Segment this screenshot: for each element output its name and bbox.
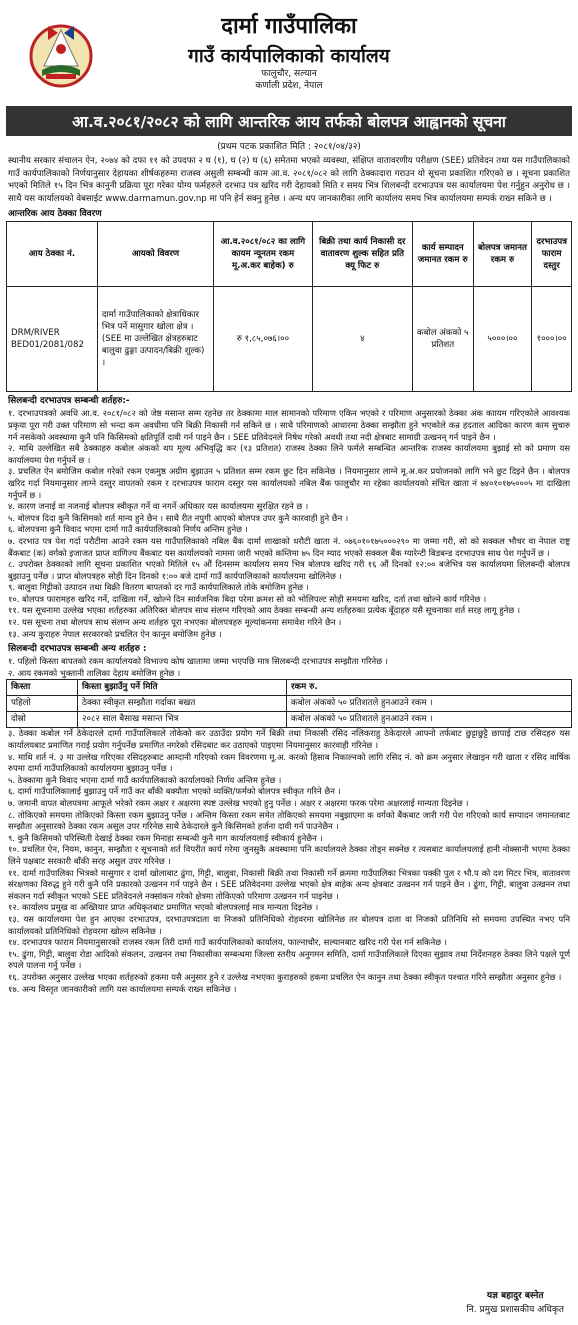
rule-item: २. माथि उल्लेखित सबै ठेक्काहरु कबोल अंकको थप मूल्य अभिवृद्धि कर (१३ प्रतिशत) राजस्व ठेक्का लिने फर्मले सम्बन्धित आन्तरिक राजस्व कार्यालयमा बुझाई सो को प्रमाण यस कार्यालयमा पेश गर्नुपर्ने छ । [8,443,570,465]
col-header: किस्ता बुझाउँनु पर्ने मिति [78,680,287,696]
table-cell: DRM/RIVER BED01/2081/082 [7,287,98,392]
col-header: रकम रु. [287,680,572,696]
rule-item: १२. यस सूचना तथा बोलपत्र साथ संलग्न अन्य शर्तहरु पूरा नभएका बोलपत्रहरु मूल्यांकनमा समावेश गरिने छैन । [8,617,342,628]
rule-item: १३. अन्य कुराहरु नेपाल सरकारको प्रचलित ऐन कानून बमोजिम हुनेछ । [8,628,222,639]
table-row [7,696,572,712]
letterhead [6,10,572,106]
rule-item: ५. बोलपत्र दिदा कुनै किसिमको शर्त मान्य हुने छैन । साथै रीत नपुगी आएको बोलपत्र उपर कुनै कारवाही हुने छैन । [8,512,349,523]
rule-item: ७. जमानी वापत बोलपत्रमा आफूले भरेको रकम अक्षर र अक्षरमा स्पष्ट उल्लेख भएको हुनु पर्नेछ । अक्षर र अक्षरमा फरक परेमा अक्षरलाई मान्यता दिइनेछ । [8,798,469,808]
address-line-1: फालुचौर, सल्यान [261,69,317,79]
col-header: बिक्री तथा कार्य निकासी दर वातावरण शुल्क सहित प्रति क्यू फिट रु [312,222,412,287]
rule-item: ६. दार्मा गाउँपालिकालाई बुझाउनु पर्ने गाउँ कर बाँकी बक्यौता भएको व्यक्ति/फर्मको बोलपत्र स्वीकृत गरिने छैन । [8,786,341,797]
rule-item: १७. अन्य विस्तृत जानकारीको लागि यस कार्यालयमा सम्पर्क राख्न सकिनेछ । [8,983,237,994]
rules1-list [8,408,570,640]
rule-item: १. दरभाउपत्रको अवधि आ.व. २०८१/०८२ को जेष्ठ मसान्त सम्म रहनेछ तर ठेक्कामा माल सामानको परिमाण एकिन भएको र परिमाण अनुसारको ठेक्का अंक काायम गरिएकोले आवश्यक प्रकृया पूरा गरी उक्त परिमाण सो भन्दा कम अवधीमा पनि बिक्री निकासी गर्न सकिने छ । साथै परिमाणको आधारमा ठेक्का सम्झौता हुने भएकोले कन्र हदताल आदिका कारण काम सुचारु गर्न नसकेको अवस्थामा कुनै पनि किसिमको क्षतिपूर्ति दावी गर्न पाइने छैन । SEE प्रतिवेदनले निषेध गरेको अवधी तथा नदी क्षेत्रबाट सामाग्री उत्खनन् गर्न पाइने छैन । [8,408,570,442]
table-cell: पहिलो [7,696,78,712]
rule-item: ९. कुनै किसिमको परिस्थिती देखाई ठेक्का रकम मिनाहा सम्बन्धी कुनै माग कार्यालयलाई स्वीकार्य हुनेछैन । [8,832,323,843]
col-header: आ.व.२०८१/०८२ का लागि कायम न्यूनतम रकम मू.अ.कर बाहेक) रु [214,222,313,287]
rule-item: ११. यस सूचनामा उल्लेख भएका शर्तहरुका अतिरिक्त बोलपत्र साथ संलग्न गरिएको आय ठेक्का सम्बन्धी अन्य शर्तहरुका प्रत्येक बूँदाहरु यसै सूचनाका शर्त सरह लागू हुनेछ । [8,605,521,616]
table-cell: कबोल अंकको ५० प्रतिशतले हुनआउने रकम । [287,696,572,712]
col-header: आयको विवरण [97,222,213,287]
rule-item: ४. माथि शर्त नं. ३ मा उल्लेख गरिएका रसिदहरुबाट आम्दानी गरिएको रकम विवरणमा मू.अ. करको हिसाब निकाल्नको लागि रसिद नं. को क्रम अनुसार लेखाइन गरी खाता र रसिद वार्षिक रुपमा दार्मा गाउँपालिकाको कार्यालयमा बुझाउनु पर्नेछ । [8,751,570,774]
col-header: दरभाउपत्र फाराम दस्तुर [532,222,572,287]
table-row [7,287,572,392]
signatory-name: यज्ञ बहादुर बस्नेत [486,1291,544,1301]
table-cell: ४ [312,287,412,392]
table-cell: दार्मा गाउँपालिकाको क्षेत्राधिकार भित्र पर्ने मासुगार खोला क्षेत्र । (SEE मा उल्लेखित क्षेत्रहरुबाट बालुवा ढुङ्गा उत्पादन/बिक्री शुल्क) । [97,287,213,392]
table-row [7,712,572,728]
table-header-row [7,680,572,696]
rule-item: ११. दार्मा गाउँपालिका भित्रको मासुगार र दार्मा खोलाबाट ढुंगा, गिट्टी, बालुवा, निकासी बिक्री तथा निकासी गर्ने क्रममा गाउँपालिका भित्रका पक्की पुल र भौ.प को दश मिटर भित्र, वातावरण संरक्षणका विरुद्ध हुने गरी कुनै पनि प्रकारको उत्खनन गर्न पाइने छैन । SEE प्रतिवेदनमा उल्लेख भएको क्षेत्र बाहेक अन्य क्षेत्रबाट उत्खनन गर्न पाइने छैन । ढुंगा, गिट्टी, बालुवा उत्खनन तथा संकलन गर्दा स्वीकृत भएको SEE प्रतिवेदनले नक्सांकन गरेको क्षेत्रमा तोकिएको परिमाण उत्खनन गर्न पाइनेछ । [8,867,570,901]
published-date: (प्रथम पटक प्रकाशित मिति : २०८१/०४/३२) [217,142,361,152]
address-line-2: कर्णाली प्रदेश, नेपाल [255,81,323,91]
installment-table [6,679,572,728]
rules2-list [8,728,570,995]
rule-item: १२. कार्यालय प्रमुख वा अख्तियार प्राप्त अधिकृतबाट प्रमाणित भएको बोलपत्रलाई मात्र मान्यता दिइनेछ । [8,902,319,913]
rule-item: १६. उपरोक्त अनुसार उल्लेख भएका शर्तहरुको हकमा यसै अनुसार हुने र उल्लेख नभएका कुराहरुको हकमा प्रचलित ऐन कानुन तथा ठेक्का स्वीकृत पश्चात गरिने सम्झौता अनुसार हुनेछ । [8,971,562,982]
table-cell: २०८२ साल बैसाख मसान्त भित्र [78,712,287,728]
table-cell: कबोल अंकको ५० प्रतिशतले हुनआउने रकम । [287,712,572,728]
nepal-government-emblem-icon [24,16,98,90]
rule-item: ६. बोलपत्रमा कुनै विवाद भएमा दार्मा गाउँ कार्यपालिकाको निर्णय अन्तिम हुनेछ । [8,524,248,535]
table-cell: कबोल अंकको ५ प्रतिशत [412,287,473,392]
table-cell: रु १,८५,०७६।०० [214,287,313,392]
rule-item: ७. दरभाउ पत्र पेश गर्दा परौटीमा आउने रकम यस गाउँपालिकाको नबिल बैंक दार्मा शाखाको धरौटी खाता नं. ०७६०१०१७५०००२९० मा जम्मा गरी, सो को सक्कल भौचर वा नेपाल राष्ट्र बैंकबाट (क) वर्गको इजाजत प्राप्त वाणिज्य बैंकबाट यस कार्यालयको नाममा जारी भएको कम्तिमा ७५ दिन म्याद भएको सक्कल बैंक ग्यारेन्टी बिडबन्ड दरभाउपत्र साथ पेश गर्नुपर्ने छ । [8,535,570,558]
rule-item: ८. तोकिएको समयमा तोकिएको किस्ता रकम बुझाउनु पर्नेछ । अन्तिम किस्ता रकम समेत तोकिएको समयमा नबुझाएमा क वर्गको बैंकबाट जारी गरी पेश गरिएको कार्य सम्पादन जमानतबाट सम्झौता अनुसारको ठेक्का रकम असुल उपर गरिनेछ साथै ठेकेदारले कुनै किसिमको हर्जना दावी गर्न पाउनेछैन । [8,809,570,832]
table-cell: ठेक्का स्वीकृत सम्झौता गर्दाका बखत [78,696,287,712]
rule-item: ५. ठेक्कामा कुनै विवाद भएमा दार्मा गाउँ कार्यपालिकाको कार्यालयको निर्णय अन्तिम हुनेछ । [8,774,282,785]
rule-item: १३. यस कार्यालयमा पेश हुन आएका दरभाउपत्र, दरभाउपत्रदाता वा निजको प्रतिनिधिको रोहवरमा खोलिनेछ तर बोलपत्र दाता वा निजको प्रतिनिधि सो समयमा उपस्थित नभए पनि कार्यालयको प्रतिनिधिको रोहवरमा खोल्न सकिनेछ । [8,913,570,936]
table1-section-title: आन्तरिक आय ठेक्का विवरण [8,209,102,220]
rule-item: ९. बालुवा गिट्टीको उत्पादन तथा बिक्री वितरण बापतको दर गाउँ कार्यपालिकाले तोके बमोजिम हुनेछ । [8,582,309,593]
rules2-pre [8,656,570,679]
rule-item: ३. प्रचलित ऐन बमोजिम कबोल गरेको रकम एकमुष्ठ अग्रीम बुझाउन ५ प्रतिशत सम्म रकम छुट दिन सकिनेछ । नियमानुसार लाग्ने मू.अ.कर प्रयोजनको लागि भने छुट दिइने छैन । बोलपत्र खरिद गर्दा नियमानुसार लाग्ने दस्तुर वापतको रकम र दरभाउपत्र फाराम दस्तुर यस कार्यालयको नबिल बैंक फालुचौर मा रहेका कार्यालयको संचित खाता नं ७४०१०१७५०००५ मा दाखिला गर्नुपर्ने छ । [8,466,570,500]
rules1-title: सिलबन्दी दरभाउपत्र सम्बन्धी शर्तहरु:- [8,396,130,407]
revenue-contract-table [6,221,572,392]
rule-item: ३. ठेक्का कबोल गर्ने ठेकेदारले दार्मा गाउँपालिकाले तोकेको कर उठाउँदा प्रयोग गर्ने बिक्री तथा निकासी रसिद नलिकराहु ठेकेदारले आफ्नो तर्फबाट छुट्टाछुट्टै छापाई टाछ रसिदहरु यस कार्यालयबाट प्रमाणित गराई प्रयोग गर्नुपर्नेछ प्रमाणित नगरेको रसिदबाट कर उठाएको पाइएमा नियमानुसार कारवाही गरिनेछ । [8,728,570,751]
rule-item: १. पहिलो किस्ता बापतको रकम कार्यालयको विभाज्य कोष खातामा जम्मा भएपछि मात्र सिलबन्दी दरभाउपत्र सम्झौता गरिनेछ । [8,656,388,667]
rule-item: २. आय रकमको भुक्तानी तालिका देहाय बमोजिम हुनेछ । [8,667,181,678]
col-header: बोलपत्र जमानत रकम रु [473,222,532,287]
table-cell: दोस्रो [7,712,78,728]
rule-item: १५. ढुंगा, गिट्टी, बालुवा रोडा आदिको संकलन, उत्खनन तथा निकासीका सम्बन्धमा जिल्ला स्तरीय अनुगमन समिति, दार्मा गाउँपालिकाले दिएका सुझाव तथा निर्देशनहरु ठेक्का लिने पक्षले पूर्ण रुपले पालना गर्नु पर्नेछ । [8,948,570,971]
signatory-designation: नि. प्रमुख प्रशासकीय अधिकृत [466,1305,564,1315]
rule-item: ८. उपरोक्त ठेक्काको लागि सूचना प्रकाशित भएको मितिले १५ औं दिनसम्म कार्यालय समय भित्र बोलपत्र खरिद गरी १६ औं दिनको १२:०० बजेभित्र यस कार्यालयमा शिलबन्दी बोलपत्र बुझाउनु पर्नेछ । प्राप्त बोलपत्रहरु सोही दिन दिनको १:०० बजे दार्मा गाउँ कार्यपालिकाको कार्यालयमा खोलिनेछ । [8,559,570,581]
rules2-title: सिलबन्दी दरभाउपत्र सम्बन्धी अन्य शर्तहरु : [8,644,147,655]
col-header: कार्य सम्पादन जमानत रकम रु [412,222,473,287]
rule-item: १०. बोलपत्र फारामहरु खरिद गर्ने, दाखिला गर्ने, खोल्ने दिन सार्वजनिक बिदा परेमा क्रमश सो को भोलिपल्ट सोही समयमा खरिद, दर्ता तथा खोल्ने कार्य गरिनेछ । [8,593,487,604]
org-name: दार्मा गाउँपालिका [221,14,357,39]
table-cell: १०००।०० [532,287,572,392]
col-header: आय ठेक्का नं. [7,222,98,287]
col-header: किस्ता [7,680,78,696]
table-header-row [7,222,572,287]
office-name: गाउँ कार्यपालिकाको कार्यालय [188,45,390,67]
rule-item: ४. कारण जनाई वा नजनाई बोलपत्र स्वीकृत गर्ने वा नगर्ने अधिकार यस कार्यालयमा सुरक्षित रहने छ । [8,501,309,512]
table-cell: ५०००।०० [473,287,532,392]
intro-paragraph: स्थानीय सरकार संचालन ऐन, २०७४ को दफा ११ को उपदफा २ घ (१), घ (२) घ (६) समेतमा भएको व्यवस्था, संक्षिप्त वातावरणीय परीक्षण (SEE) प्रतिवेदन तथा यस गाउँपालिकाको गाउँ कार्यपालिकाको निर्णयानुसार देहायका शीर्षकहरुमा राजस्व असुली सम्बन्धी काम आ.व. २०८१/०८२ को लागि ठेक्कादारा गराउन यो सूचना प्रकाशित गरिएको छ । सूचना प्रकाशित भएको मितिले १५ दिन भित्र कानुनी प्रक्रिया पूरा गरेका योग्य फर्महरुले दरभाउ पत्र खरिद गरी देहायको मिति र समय भित्र शिलबन्दी दरभाउपत्र यस कार्यालयमा पेश गर्नुहुन अनुरोध छ । साथै यस कार्यालयको वेबसाईट www.darmamun.gov.np मा पनि हेर्न सक्नु हुनेछ । अन्य थप जानकारीका लागि कार्यालय समय भित्र कार्यालयमा सम्पर्क राख्न सकिने छ । [8,156,570,204]
rule-item: १०. प्रचलित ऐन, नियम, कानुन, सम्झौता र सूचनाको शर्त विपरीत कार्य गरेमा जुनसुकै अवस्थामा पनि कार्यालयले ठेक्का तोड्न सक्नेछ र त्यसबाट कार्यालयलाई हानी नोक्सानी भएमा ठेक्का लिने पक्षबाट सरकारी बाँकी सरह असुल उपर गरिनेछ । [8,844,570,866]
notice-title-banner: आ.व.२०८१/२०८२ को लागि आन्तरिक आय तर्फको बोलपत्र आह्वानको सूचना [6,106,572,136]
rule-item: १४. दरभाउपत्र फाराम नियमानुसारको राजस्व रकम तिरी दार्मा गाउँ कार्यपालिकाको कार्यालय, फाल्नाचौर, सल्यानबाट खरिद गरी पेश गर्न सकिनेछ । [8,937,447,948]
signature-block [466,1289,564,1317]
